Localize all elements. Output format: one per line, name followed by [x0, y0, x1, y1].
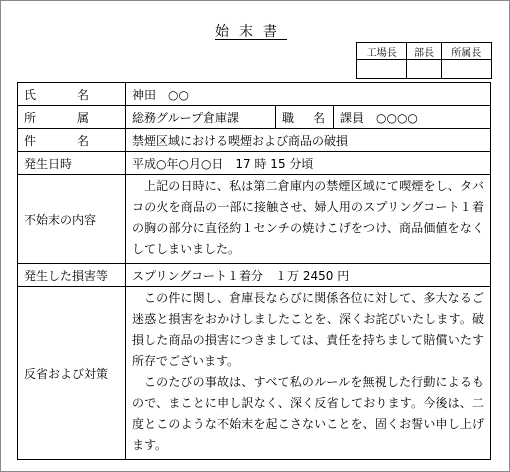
row-subject [18, 129, 491, 152]
approval-label-section-head: 所属長 [441, 43, 491, 60]
row-loss [18, 264, 491, 287]
label-date: 発生日時 [18, 152, 126, 175]
label-reflection: 反省および対策 [18, 287, 126, 460]
label-post: 職 名 [276, 106, 334, 129]
reflection-paragraph-2: このたびの事故は、すべて私のルールを無視した行動によるもので、まことに申し訳なく、深く反省しております。今後は、二度とこのような不始末を起こさないことを、固くお誓い申し上げます。 [132, 375, 484, 452]
approval-stamp-section-head[interactable] [441, 60, 491, 79]
document-title: 始末書 [215, 24, 287, 40]
approval-label-department-head: 部長 [407, 43, 441, 60]
approval-stamp-department-head[interactable] [407, 60, 441, 79]
reflection-paragraph-1: この件に関し、倉庫長ならびに関係各位に対して、多大なるご迷惑と損害をおかけしましたことを、深くお詫びいたします。破損した商品の損害につきましては、責任を持ちまして賠償いたす所存でございます。 [132, 291, 484, 368]
approval-stamp-factory-manager[interactable] [357, 60, 407, 79]
label-loss: 発生した損害等 [18, 264, 126, 287]
row-details [18, 175, 491, 264]
incident-report-table [17, 82, 491, 460]
label-name: 氏 名 [18, 83, 126, 106]
label-affiliation: 所 属 [18, 106, 126, 129]
value-reflection[interactable] [126, 287, 491, 460]
value-loss[interactable]: スプリングコート１着分 １万 2450 円 [126, 264, 491, 287]
value-post[interactable]: 課員 ○○○○ [334, 106, 491, 129]
label-subject: 件 名 [18, 129, 126, 152]
row-reflection [18, 287, 491, 460]
value-affiliation[interactable]: 総務グループ倉庫課 [126, 106, 276, 129]
approval-label-factory-manager: 工場長 [357, 43, 407, 60]
row-date [18, 152, 491, 175]
value-date[interactable]: 平成○年○月○日 17 時 15 分頃 [126, 152, 491, 175]
approval-stamp-table [356, 42, 492, 79]
label-details: 不始末の内容 [18, 175, 126, 264]
value-subject[interactable]: 禁煙区域における喫煙および商品の破損 [126, 129, 491, 152]
value-details[interactable]: 上記の日時に、私は第二倉庫内の禁煙区域にて喫煙をし、タバコの火を商品の一部に接触させ、婦人用のスプリングコート１着の胸の部分に直径約１センチの焼けこげをつけ、商品価値をなくしてしまいました。 [126, 175, 491, 264]
row-affiliation [18, 106, 491, 129]
value-name[interactable]: 神田 ○○ [126, 83, 491, 106]
row-name [18, 83, 491, 106]
